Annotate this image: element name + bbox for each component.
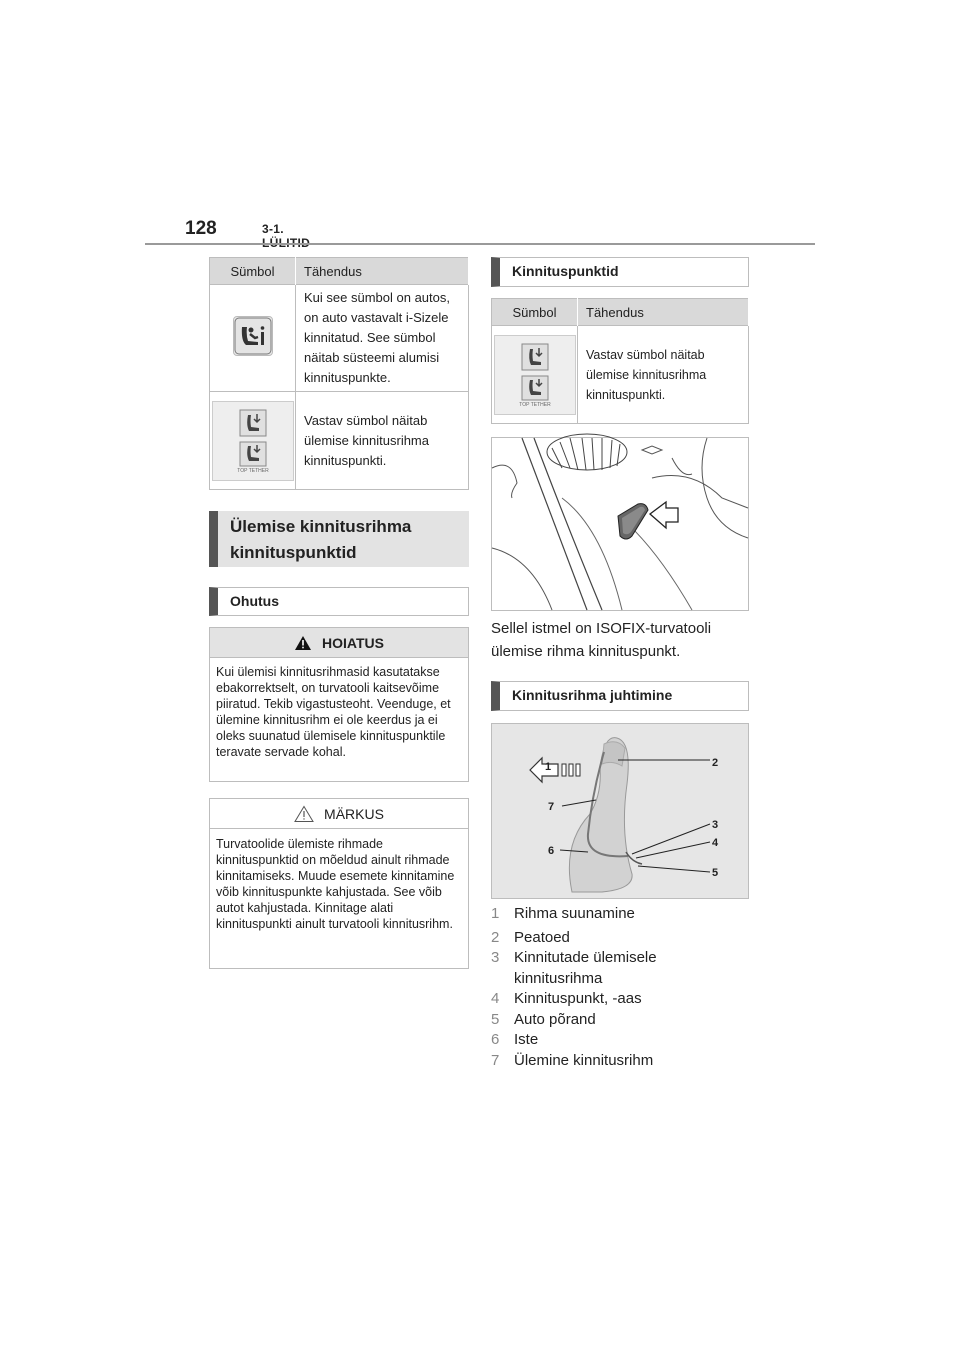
table-row: [492, 326, 749, 424]
section-title-top-tether: [209, 511, 469, 567]
symbol-table-left: [209, 257, 469, 490]
section-title-text: Kinnitusrihma juhtimine: [512, 687, 673, 703]
table-row: [210, 285, 469, 392]
figure-legend: [491, 904, 749, 1071]
anchor-location-illustration: [492, 438, 748, 610]
figure-label: 5: [712, 867, 719, 879]
warning-header: [210, 628, 468, 658]
figure-label: 4: [712, 837, 719, 849]
section-title-strap-routing: [491, 681, 749, 711]
section-title-anchor-points: [491, 257, 749, 287]
list-item: 5 Auto põrand: [491, 1010, 596, 1028]
figure-anchor-location: [491, 437, 749, 611]
tether-icon-label: TOP TETHER: [518, 401, 551, 408]
list-item: 3 Kinnitutade ülemisele kinnitusrihma: [491, 949, 657, 987]
warning-text: Kui ülemisi kinnitusrihmasid kasutatakse ebakorrektselt, on turvatooli kaitsevõime piiratud. Tekib vigastusteoht. Veenduge, et ülemine kinnitusrihm ei ole keerdus ja ei oleks suunatud ülemisele kinnituspunktile teravate servade kohal.: [216, 665, 451, 759]
note-text: Turvatoolide ülemiste rihmade kinnituspunktid on mõeldud ainult rihmade kinnitamiseks. Muude esemete kinnitamine võib kinnituspunkte kahjustada. See võib autot kahjustada. Kinnitage alati kinnituspunkti ainult turvatooli kinnitusrihm.: [216, 837, 455, 931]
table-row: [210, 392, 469, 490]
header-divider: [145, 243, 815, 245]
list-item: 6 Iste: [491, 1031, 539, 1048]
note-box: [209, 798, 469, 969]
left-column: [209, 257, 469, 969]
symbol-cell: [210, 285, 296, 392]
top-tether-icon: [212, 401, 294, 481]
tether-icon-label: TOP TETHER: [236, 467, 269, 474]
column-header-symbol: Sümbol: [492, 299, 578, 326]
figure-caption: Sellel istmel on ISOFIX-turvatooli ülemise rihma kinnituspunkt.: [491, 620, 712, 660]
figure-label: 7: [548, 801, 555, 813]
warning-title: HOIATUS: [322, 634, 384, 651]
column-header-meaning: Tähendus: [296, 258, 469, 285]
list-item: 1 Rihma suunamine: [491, 905, 635, 922]
top-tether-icon: [494, 335, 576, 415]
note-header: [210, 799, 468, 829]
list-item: 2 Peatoed: [491, 928, 570, 946]
symbol-table-right: [491, 298, 749, 424]
figure-label: 2: [712, 757, 719, 769]
right-column: [491, 257, 749, 1071]
subsection-title-text: Ohutus: [230, 593, 279, 609]
list-item: 7 Ülemine kinnitusrihm: [491, 1051, 654, 1069]
note-title: MÄRKUS: [324, 805, 384, 822]
figure-label: 1: [545, 761, 552, 773]
section-title-text: Kinnituspunktid: [512, 263, 619, 279]
list-item: 4 Kinnituspunkt, -aas: [491, 990, 642, 1007]
page-number: 128: [185, 218, 217, 239]
chapter-title: 3-1.: [262, 222, 284, 236]
symbol-cell: [492, 326, 578, 424]
strap-routing-illustration: [492, 724, 748, 898]
section-title-text: Ülemise kinnitusrihma kinnituspunktid: [230, 517, 412, 562]
warning-triangle-icon: [294, 635, 312, 651]
column-header-symbol: Sümbol: [210, 258, 296, 285]
symbol-cell: [210, 392, 296, 490]
meaning-cell: Kui see sümbol on autos, on auto vastavalt i-Sizele kinnitatud. See sümbol näitab süsteemi alumisi kinnituspunkte.: [296, 285, 469, 392]
warning-box: [209, 627, 469, 782]
meaning-cell: Vastav sümbol näitab ülemise kinnitusrihma kinnituspunkti.: [578, 326, 749, 424]
column-header-meaning: Tähendus: [578, 299, 749, 326]
isize-seat-icon: [233, 316, 273, 356]
notice-triangle-icon: [294, 805, 314, 823]
figure-label: 6: [548, 845, 555, 857]
figure-strap-routing: [491, 723, 749, 899]
meaning-cell: Vastav sümbol näitab ülemise kinnitusrihma kinnituspunkti.: [296, 392, 469, 490]
figure-label: 3: [712, 819, 719, 831]
subsection-title-safety: [209, 587, 469, 616]
